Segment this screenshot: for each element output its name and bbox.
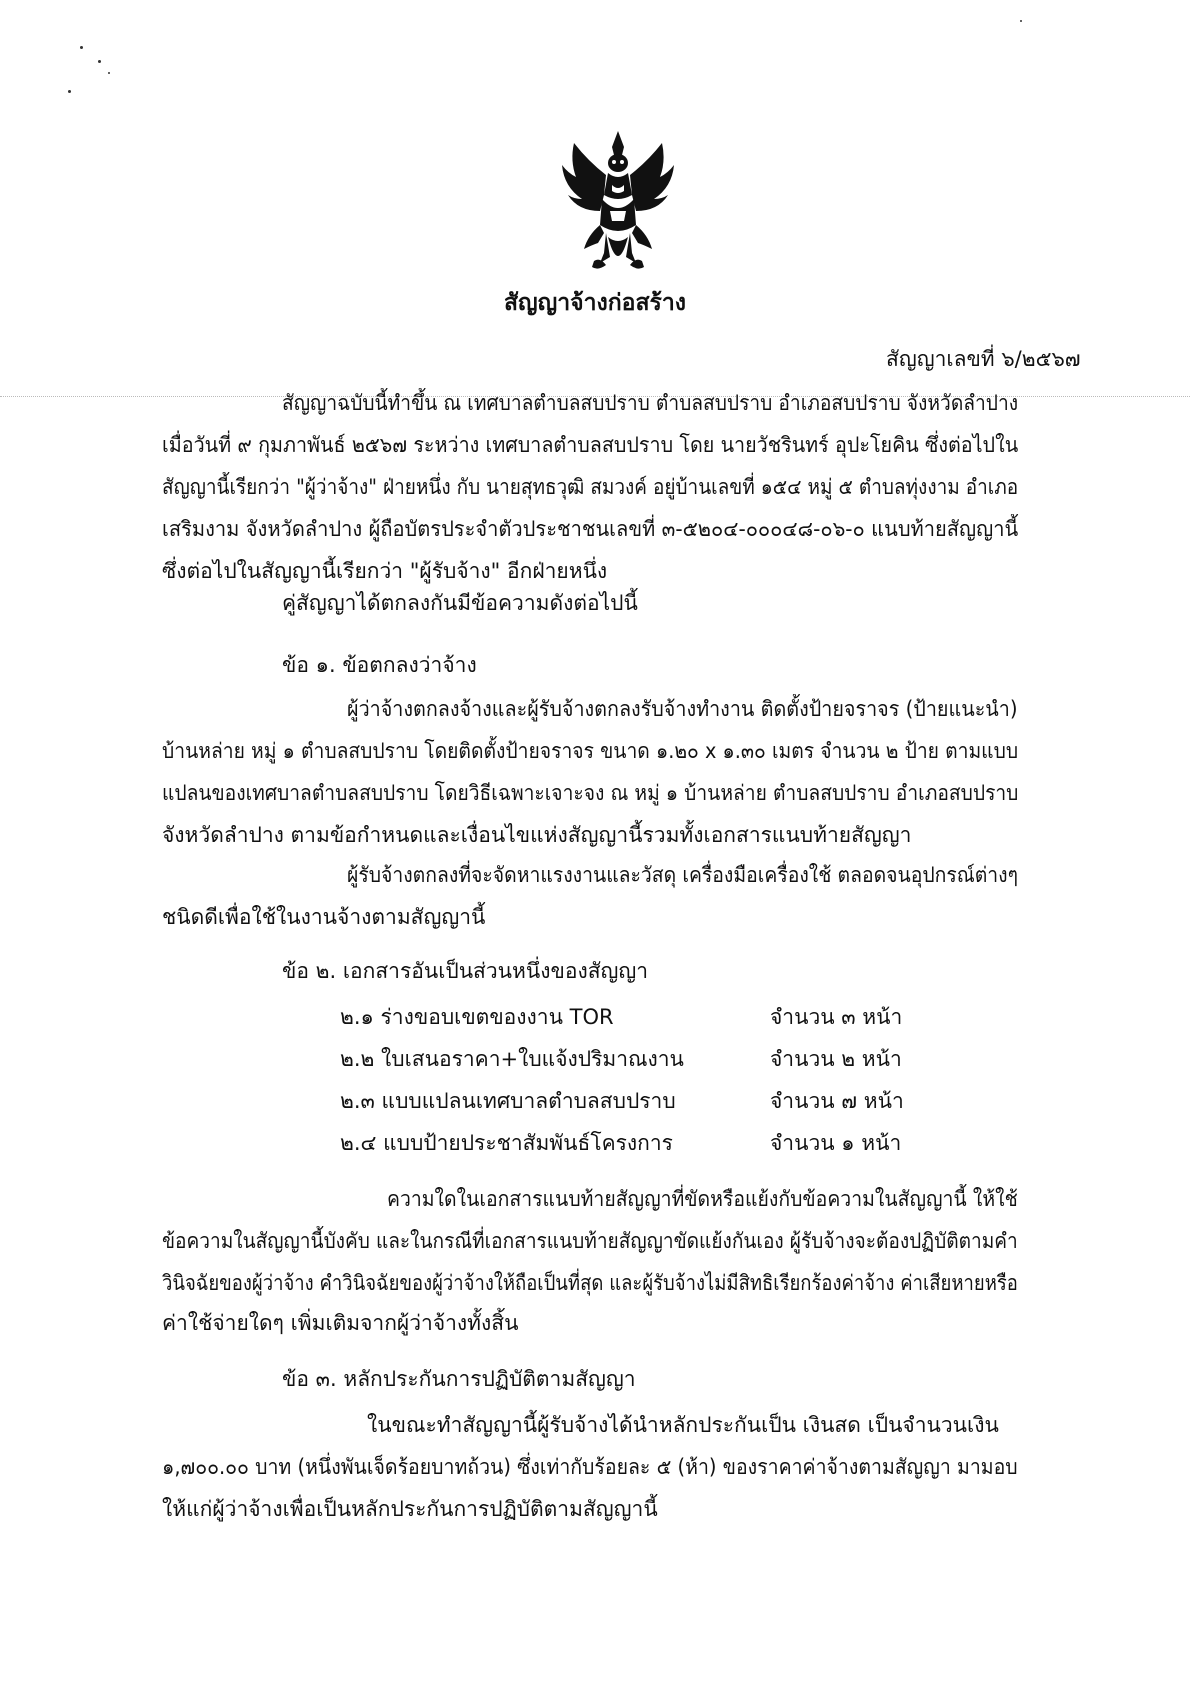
clause2-para-line-4: ค่าใช้จ่ายใดๆ เพิ่มเติมจากผู้ว่าจ้างทั้งสิ้น — [162, 1311, 519, 1335]
preamble-line-5: ซึ่งต่อไปในสัญญานี้เรียกว่า "ผู้รับจ้าง" อีกฝ่ายหนึ่ง — [162, 559, 608, 583]
attachment-item-label: ๒.๒ ใบเสนอราคา+ใบแจ้งปริมาณงาน — [340, 1047, 684, 1071]
clause1-para1-line-4: จังหวัดลำปาง ตามข้อกำหนดและเงื่อนไขแห่งสัญญานี้รวมทั้งเอกสารแนบท้ายสัญญา — [162, 823, 912, 847]
scan-speck — [108, 72, 110, 74]
clause1-para2-line-2: ชนิดดีเพื่อใช้ในงานจ้างตามสัญญานี้ — [162, 905, 486, 929]
preamble-line-3: สัญญานี้เรียกว่า "ผู้ว่าจ้าง" ฝ่ายหนึ่ง กับ นายสุทธวุฒิ สมวงค์ อยู่บ้านเลขที่ ๑๕๔ หมู่ ๕ ตำบลทุ่งงาม อำเภอ — [162, 475, 1019, 499]
clause3-para-line-2: ๑,๗๐๐.๐๐ บาท (หนึ่งพันเจ็ดร้อยบาทถ้วน) ซึ่งเท่ากับร้อยละ ๕ (ห้า) ของราคาค่าจ้างตามสัญญา มามอบ — [162, 1455, 1018, 1479]
document-title: สัญญาจ้างก่อสร้าง — [503, 290, 687, 316]
attachment-item-count: จำนวน ๒ หน้า — [770, 1047, 902, 1071]
attachment-item-label: ๒.๑ ร่างขอบเขตของงาน TOR — [340, 1005, 614, 1029]
preamble-line-4: เสริมงาม จังหวัดลำปาง ผู้ถือบัตรประจำตัวประชาชนเลขที่ ๓-๕๒๐๔-๐๐๐๔๘-๐๖-๐ แนบท้ายสัญญานี้ — [162, 517, 1019, 541]
contract-number: สัญญาเลขที่ ๖/๒๕๖๗ — [886, 347, 1081, 371]
scan-speck — [98, 60, 101, 63]
attachment-item-label: ๒.๔ แบบป้ายประชาสัมพันธ์โครงการ — [340, 1131, 673, 1155]
clause1-para1-line-1: ผู้ว่าจ้างตกลงจ้างและผู้รับจ้างตกลงรับจ้างทำงาน ติดตั้งป้ายจราจร (ป้ายแนะนำ) — [347, 697, 1018, 721]
garuda-emblem-icon — [548, 125, 688, 285]
clause3-heading: ข้อ ๓. หลักประกันการปฏิบัติตามสัญญา — [282, 1367, 636, 1391]
attachment-item-count: จำนวน ๗ หน้า — [770, 1089, 904, 1113]
clause1-para1-line-3: แปลนของเทศบาลตำบลสบปราบ โดยวิธีเฉพาะเจาะจง ณ หมู่ ๑ บ้านหล่าย ตำบลสบปราบ อำเภอสบปราบ — [162, 781, 1019, 805]
preamble-line-1: สัญญาฉบับนี้ทำขึ้น ณ เทศบาลตำบลสบปราบ ตำบลสบปราบ อำเภอสบปราบ จังหวัดลำปาง — [282, 391, 1019, 415]
clause3-para-line-3: ให้แก่ผู้ว่าจ้างเพื่อเป็นหลักประกันการปฏิบัติตามสัญญานี้ — [162, 1497, 658, 1521]
scan-speck — [80, 46, 83, 49]
clause1-para2-line-1: ผู้รับจ้างตกลงที่จะจัดหาแรงงานและวัสดุ เครื่องมือเครื่องใช้ ตลอดจนอุปกรณ์ต่างๆ — [347, 863, 1018, 887]
clause2-heading: ข้อ ๒. เอกสารอันเป็นส่วนหนึ่งของสัญญา — [282, 959, 649, 983]
agreement-line: คู่สัญญาได้ตกลงกันมีข้อความดังต่อไปนี้ — [282, 591, 638, 615]
clause2-para-line-2: ข้อความในสัญญานี้บังคับ และในกรณีที่เอกสารแนบท้ายสัญญาขัดแย้งกันเอง ผู้รับจ้างจะต้องปฏิบัติตามคำ — [162, 1229, 1018, 1253]
preamble-line-2: เมื่อวันที่ ๙ กุมภาพันธ์ ๒๕๖๗ ระหว่าง เทศบาลตำบลสบปราบ โดย นายวัชรินทร์ อุปะโยคิน ซึ่งต่อไปใน — [162, 433, 1019, 457]
clause1-heading: ข้อ ๑. ข้อตกลงว่าจ้าง — [282, 653, 477, 677]
clause2-para-line-1: ความใดในเอกสารแนบท้ายสัญญาที่ขัดหรือแย้งกับข้อความในสัญญานี้ ให้ใช้ — [387, 1187, 1018, 1211]
clause1-para1-line-2: บ้านหล่าย หมู่ ๑ ตำบลสบปราบ โดยติดตั้งป้ายจราจร ขนาด ๑.๒๐ x ๑.๓๐ เมตร จำนวน ๒ ป้าย ตามแบบ — [162, 739, 1019, 763]
attachment-item-count: จำนวน ๓ หน้า — [770, 1005, 903, 1029]
attachment-item-count: จำนวน ๑ หน้า — [770, 1131, 902, 1155]
clause3-para-line-1: ในขณะทำสัญญานี้ผู้รับจ้างได้นำหลักประกันเป็น เงินสด เป็นจำนวนเงิน — [367, 1413, 999, 1437]
scan-speck — [68, 90, 71, 93]
clause2-para-line-3: วินิจฉัยของผู้ว่าจ้าง คำวินิจฉัยของผู้ว่าจ้างให้ถือเป็นที่สุด และผู้รับจ้างไม่มีสิทธิเรียกร้องค่าจ้าง ค่าเสียหายหรือ — [162, 1271, 1018, 1295]
scan-speck — [1020, 20, 1022, 22]
attachment-item-label: ๒.๓ แบบแปลนเทศบาลตำบลสบปราบ — [340, 1089, 676, 1113]
